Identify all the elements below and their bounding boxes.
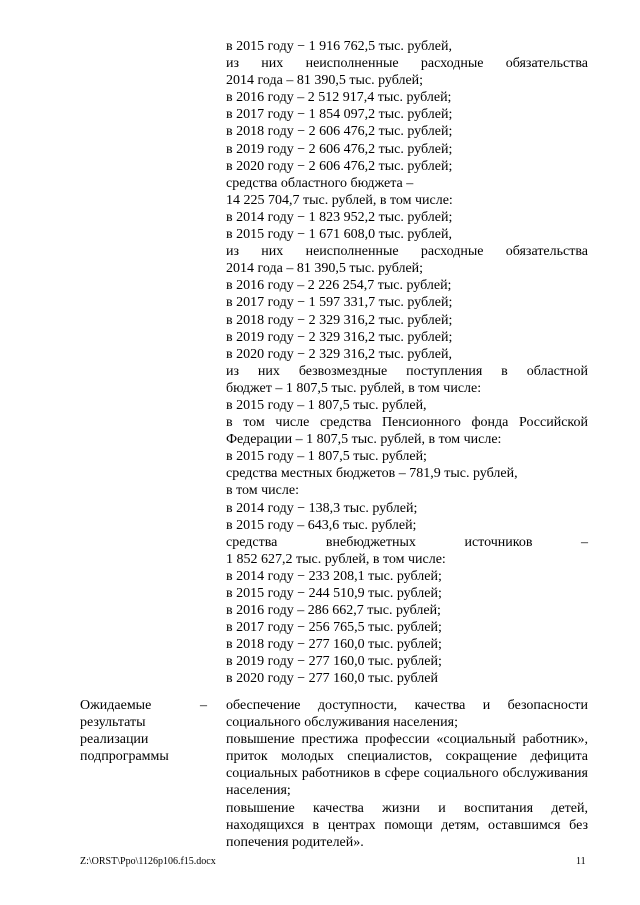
- funding-line: из них безвозмездные поступления в областной: [226, 363, 588, 379]
- funding-line: средства областного бюджета –: [226, 175, 414, 191]
- funding-line: из них неисполненные расходные обязательства: [226, 244, 588, 260]
- funding-breakdown: [226, 38, 588, 688]
- funding-line: 2014 года – 81 390,5 тыс. рублей;: [226, 73, 424, 89]
- funding-line: 2014 года – 81 390,5 тыс. рублей;: [226, 261, 424, 277]
- funding-line: в 2019 году − 2 606 476,2 тыс. рублей;: [226, 141, 453, 157]
- funding-line: 1 852 627,2 тыс. рублей, в том числе:: [226, 551, 446, 567]
- funding-line: в 2020 году − 2 329 316,2 тыс. рублей,: [226, 346, 452, 362]
- funding-line: в 2018 году − 2 606 476,2 тыс. рублей;: [226, 124, 453, 140]
- funding-line: в 2017 году − 1 597 331,7 тыс. рублей;: [226, 295, 453, 311]
- funding-line: из них неисполненные расходные обязательства: [226, 56, 588, 72]
- result-item: обеспечение доступности, качества и безопасности социального обслуживания населения;: [226, 698, 588, 731]
- funding-line: в 2017 году − 1 854 097,2 тыс. рублей;: [226, 107, 453, 123]
- funding-line: в 2014 году − 233 208,1 тыс. рублей;: [226, 568, 442, 584]
- funding-line: средства местных бюджетов – 781,9 тыс. рублей,: [226, 466, 518, 482]
- funding-line: в 2020 году − 277 160,0 тыс. рублей: [226, 671, 438, 687]
- funding-line: в 2015 году − 244 510,9 тыс. рублей;: [226, 586, 442, 601]
- result-item: повышение качества жизни и воспитания детей, находящихся в центрах помощи детям, оставшимся без попечения родителей».: [226, 800, 588, 850]
- section-dash: –: [200, 698, 207, 713]
- funding-line: в 2017 году − 256 765,5 тыс. рублей;: [226, 620, 442, 636]
- footer-file-path: Z:\ORST\Ppo\1126p106.f15.docx: [80, 856, 216, 867]
- funding-line: 14 225 704,7 тыс. рублей, в том числе:: [226, 192, 453, 208]
- funding-line: в 2015 году − 1 671 608,0 тыс. рублей,: [226, 227, 452, 243]
- funding-line: в 2014 году − 138,3 тыс. рублей;: [226, 500, 418, 516]
- funding-line: в 2015 году – 1 807,5 тыс. рублей,: [226, 397, 427, 413]
- funding-line: в 2020 году − 2 606 476,2 тыс. рублей;: [226, 158, 453, 174]
- funding-line: средства внебюджетных источников –: [226, 534, 588, 550]
- result-item: повышение престижа профессии «социальный работник», приток молодых специалистов, сокращение дефицита социальных работников в сфере социального обслуживания населения;: [226, 732, 588, 799]
- funding-line: в 2016 году – 286 662,7 тыс. рублей;: [226, 603, 441, 619]
- expected-results: [226, 697, 588, 851]
- funding-line: в 2019 году − 2 329 316,2 тыс. рублей;: [226, 329, 453, 345]
- funding-line: в 2015 году − 1 916 762,5 тыс. рублей,: [226, 39, 452, 54]
- funding-line: в 2015 году – 1 807,5 тыс. рублей;: [226, 449, 427, 465]
- footer-page-number: 11: [576, 856, 586, 867]
- funding-line: в 2014 году − 1 823 952,2 тыс. рублей;: [226, 209, 453, 225]
- funding-line: в 2018 году − 2 329 316,2 тыс. рублей;: [226, 312, 453, 328]
- funding-line: в том числе:: [226, 483, 299, 499]
- funding-line: в 2018 году − 277 160,0 тыс. рублей;: [226, 637, 442, 653]
- funding-line: бюджет – 1 807,5 тыс. рублей, в том числе:: [226, 380, 482, 396]
- funding-line: в 2016 году – 2 226 254,7 тыс. рублей;: [226, 278, 452, 294]
- funding-line: в 2019 году − 277 160,0 тыс. рублей;: [226, 654, 442, 670]
- funding-line: в 2016 году – 2 512 917,4 тыс. рублей;: [226, 90, 452, 106]
- funding-line: Федерации – 1 807,5 тыс. рублей, в том числе:: [226, 432, 502, 448]
- funding-line: в 2015 году – 643,6 тыс. рублей;: [226, 517, 417, 533]
- funding-line: в том числе средства Пенсионного фонда Российской: [226, 415, 588, 431]
- section-label: Ожидаемые результаты реализации подпрограммы: [80, 698, 169, 765]
